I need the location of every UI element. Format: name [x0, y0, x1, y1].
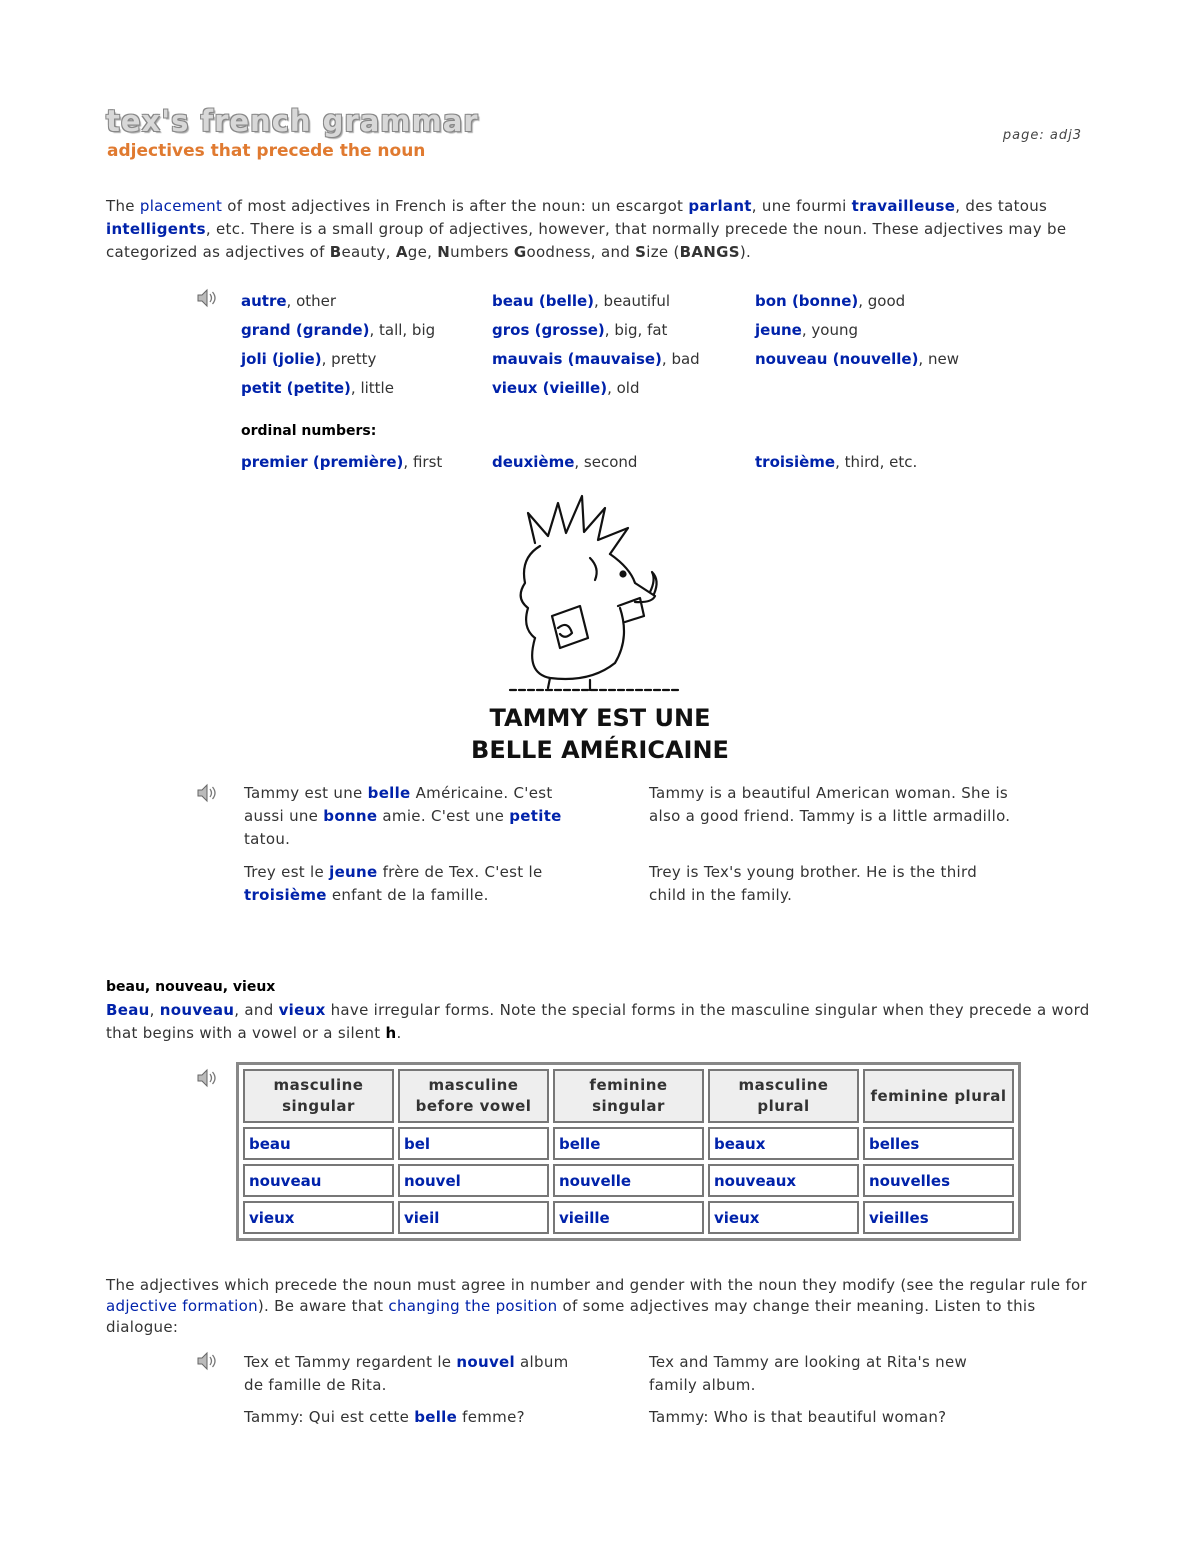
table-cell: nouveau [243, 1164, 394, 1197]
column-header: masculine singular [243, 1069, 394, 1123]
table-cell: nouvelle [553, 1164, 704, 1197]
table-row [243, 1201, 1014, 1234]
table-cell: belles [863, 1127, 1014, 1160]
audio-speaker-icon[interactable] [196, 1351, 218, 1375]
vocabulary-list [241, 286, 1101, 402]
table-cell: vieil [398, 1201, 549, 1234]
vocab-item: deuxième, second [492, 452, 638, 471]
table-cell: vieux [243, 1201, 394, 1234]
vocab-item: bon (bonne), good [755, 291, 906, 310]
audio-speaker-icon[interactable] [196, 783, 218, 807]
placement-link[interactable]: placement [139, 197, 223, 215]
vocab-item: vieux (vieille), old [492, 378, 640, 397]
column-header: masculine plural [708, 1069, 859, 1123]
dialogue-english: Tammy is a beautiful American woman. She is also a good friend. Tammy is a little armadillo. [649, 784, 1011, 825]
vocab-item: mauvais (mauvaise), bad [492, 349, 700, 368]
changing-position-link[interactable]: changing the position [388, 1297, 558, 1315]
table-cell: bel [398, 1127, 549, 1160]
dialogue-french: Trey est le jeune frère de Tex. C'est le troisième enfant de la famille. [244, 863, 543, 904]
table-row [243, 1127, 1014, 1160]
table-cell: vieilles [863, 1201, 1014, 1234]
table-row [243, 1164, 1014, 1197]
table-cell: beaux [708, 1127, 859, 1160]
illustration-caption: TAMMY EST UNE [489, 704, 711, 732]
ordinal-list [241, 447, 1101, 476]
vocab-item: jeune, young [755, 320, 858, 339]
dialogue-english: Tammy: Who is that beautiful woman? [649, 1408, 947, 1426]
audio-speaker-icon[interactable] [196, 288, 218, 312]
vocab-item: beau (belle), beautiful [492, 291, 671, 310]
site-logo: tex's french grammar [106, 104, 479, 138]
vocab-item: grand (grande), tall, big [241, 320, 436, 339]
table-cell: vieille [553, 1201, 704, 1234]
page-title: adjectives that precede the noun [107, 141, 426, 161]
page-code: page: adj3 [1002, 128, 1082, 143]
table-header-row [243, 1069, 1014, 1123]
table-cell: nouveaux [708, 1164, 859, 1197]
example-adjective: parlant [688, 197, 752, 215]
table-cell: beau [243, 1127, 394, 1160]
intro-paragraph: The placement of most adjectives in French is after the noun: un escargot parlant, une fourmi travailleuse, des tatous intelligents, etc. There is a small group of adjectives, however, that normally precede the noun. These adjectives may be categorized as adjectives of Beauty, Age, Numbers Goodness, and Size (BANGS). [106, 197, 1067, 261]
vocab-item: premier (première), first [241, 452, 443, 471]
example-adjective: intelligents [106, 220, 206, 238]
adjective-formation-link[interactable]: adjective formation [106, 1297, 258, 1315]
irregular-forms-table [236, 1062, 1021, 1241]
column-header: feminine singular [553, 1069, 704, 1123]
dialogue-french: Tex et Tammy regardent le nouvel album de famille de Rita. [244, 1353, 569, 1394]
vocab-item: troisième, third, etc. [755, 452, 918, 471]
example-adjective: travailleuse [851, 197, 956, 215]
audio-speaker-icon[interactable] [196, 1068, 218, 1092]
vocab-item: petit (petite), little [241, 378, 394, 397]
tammy-illustration [440, 488, 760, 768]
dialogue-english: Trey is Tex's young brother. He is the third child in the family. [649, 863, 978, 904]
table-cell: belle [553, 1127, 704, 1160]
table-cell: nouvelles [863, 1164, 1014, 1197]
illustration-caption: BELLE AMÉRICAINE [471, 736, 729, 764]
dialogue-french: Tammy: Qui est cette belle femme? [244, 1408, 525, 1426]
table-cell: nouvel [398, 1164, 549, 1197]
vocab-item: joli (jolie), pretty [241, 349, 377, 368]
ordinal-label: ordinal numbers: [241, 423, 377, 439]
bangs-acronym: BANGS [679, 243, 740, 261]
vocab-item: gros (grosse), big, fat [492, 320, 668, 339]
column-header: feminine plural [863, 1069, 1014, 1123]
table-cell: vieux [708, 1201, 859, 1234]
section-title: beau, nouveau, vieux [106, 979, 276, 995]
dialogue-french: Tammy est une belle Américaine. C'est aussi une bonne amie. C'est une petite tatou. [244, 784, 562, 848]
agreement-paragraph: The adjectives which precede the noun must agree in number and gender with the noun they modify (see the regular rule for adjective formation). Be aware that changing the position of some adjectives may change their meaning. Listen to this dialogue: [106, 1276, 1087, 1336]
column-header: masculine before vowel [398, 1069, 549, 1123]
vocab-item: autre, other [241, 291, 337, 310]
section-paragraph: Beau, nouveau, and vieux have irregular forms. Note the special forms in the masculine singular when they precede a word that begins with a vowel or a silent h. [106, 1001, 1090, 1042]
dialogue-english: Tex and Tammy are looking at Rita's new family album. [649, 1353, 968, 1394]
vocab-item: nouveau (nouvelle), new [755, 349, 959, 368]
